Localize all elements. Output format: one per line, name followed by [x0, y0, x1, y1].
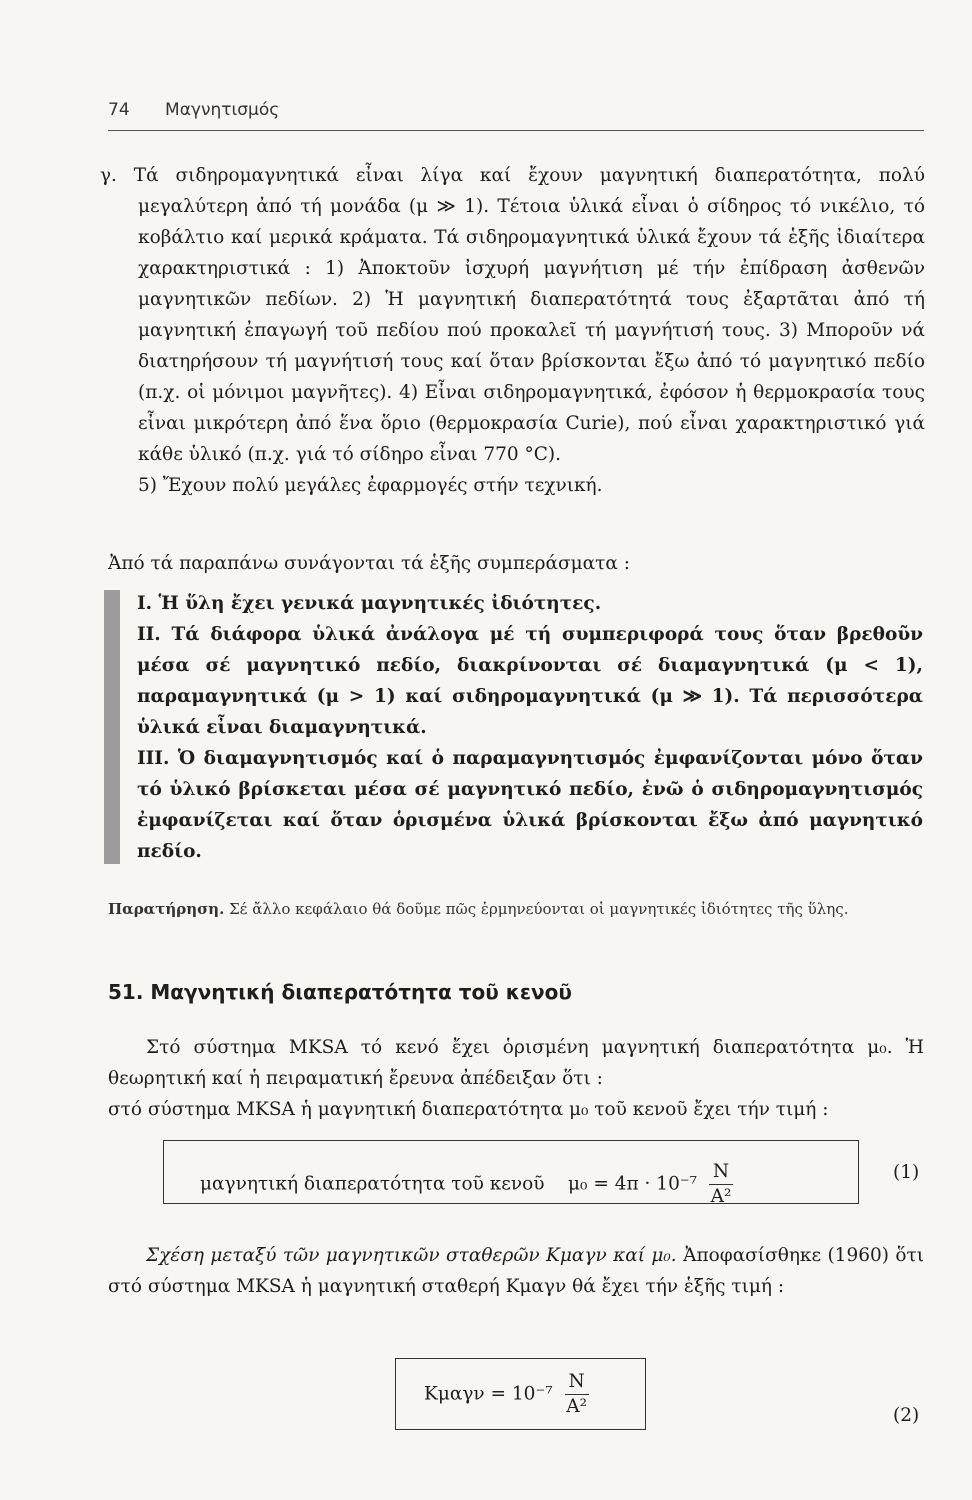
relation-heading: Σχέση μεταξύ τῶν μαγνητικῶν σταθερῶν Kμαγν καί μ₀.	[146, 1245, 677, 1266]
section-g	[100, 160, 925, 501]
highlight-bar	[104, 590, 120, 864]
section-g-marker: γ.	[100, 165, 117, 186]
equation-1-numerator: N	[709, 1160, 733, 1185]
equation-2-fraction	[565, 1370, 589, 1419]
equation-1-tag: (1)	[893, 1162, 920, 1183]
equation-1	[200, 1160, 733, 1209]
page-header	[108, 100, 918, 120]
conclusion-1: I. Ἡ ὕλη ἔχει γενικά μαγνητικές ἰδιότητες.	[137, 593, 602, 614]
section-g-paragraph	[100, 160, 925, 470]
section-51-title: 51. Μαγνητική διαπερατότητα τοῦ κενοῦ	[108, 980, 572, 1004]
equation-2-denominator: A²	[566, 1396, 587, 1417]
equation-1-label: μαγνητική διαπερατότητα τοῦ κενοῦ	[200, 1173, 545, 1195]
conclusion-3: III. Ὁ διαμαγνητισμός καί ὁ παραμαγνητισμός ἐμφανίζονται μόνο ὅταν τό ὑλικό βρίσκεται μέσα σέ μαγνητικό πεδίο, ἐνῶ ὁ σιδηρομαγνητισμός ἐμφανίζεται καί ὅταν ὁρισμένα ὑλικά βρίσκονται ἔξω ἀπό μαγνητικό πεδίο.	[137, 748, 923, 862]
equation-1-lhs: μ₀ = 4π · 10⁻⁷	[568, 1173, 698, 1195]
equation-2-numerator: N	[565, 1370, 589, 1395]
note	[108, 896, 924, 922]
equation-2	[424, 1370, 589, 1419]
relation-text: Ἀποφασίσθηκε (1960) ὅτι στό σύστημα MKSA ἡ μαγνητική σταθερή Kμαγν θά ἔχει τήν ἑξῆς τιμή :	[108, 1245, 924, 1297]
section-51-paragraph-3	[108, 1240, 924, 1302]
equation-2-lhs: Kμαγν = 10⁻⁷	[424, 1383, 553, 1405]
note-text: Σέ ἄλλο κεφάλαιο θά δοῦμε πῶς ἑρμηνεύονται οἱ μαγνητικές ἰδιότητες τῆς ὕλης.	[229, 900, 849, 918]
section-g-item-5: 5) Ἔχουν πολύ μεγάλες ἐφαρμογές στήν τεχνική.	[138, 475, 603, 496]
section-51-paragraph-1: Στό σύστημα MKSA τό κενό ἔχει ὁρισμένη μαγνητική διαπερατότητα μ₀. Ἡ θεωρητική καί ἡ πειραματική ἔρευνα ἀπέδειξαν ὅτι :	[108, 1037, 924, 1089]
equation-1-denominator: A²	[710, 1186, 732, 1207]
section-51-paragraph-2: στό σύστημα MKSA ἡ μαγνητική διαπερατότητα μ₀ τοῦ κενοῦ ἔχει τήν τιμή :	[108, 1099, 829, 1120]
page-number: 74	[108, 100, 130, 120]
section-g-text: Τά σιδηρομαγνητικά εἶναι λίγα καί ἔχουν μαγνητική διαπερατότητα, πολύ μεγαλύτερη ἀπό τή μονάδα (μ ≫ 1). Τέτοια ὑλικά εἶναι ὁ σίδηρος τό νικέλιο, τό κοβάλτιο καί μερικά κράματα. Τά σιδηρομαγνητικά ὑλικά ἔχουν τά ἑξῆς ἰδιαίτερα χαρακτηριστικά : 1) Ἀποκτοῦν ἰσχυρή μαγνήτιση μέ τήν ἐπίδραση ἀσθενῶν μαγνητικῶν πεδίων. 2) Ἡ μαγνητική διαπερατότητά τους ἐξαρτᾶται ἀπό τή μαγνητική ἐπαγωγή τοῦ πεδίου πού προκαλεῖ τή μαγνήτισή τους. 3) Μποροῦν νά διατηρήσουν τή μαγνήτισή τους καί ὅταν βρίσκονται ἔξω ἀπό τό μαγνητικό πεδίο (π.χ. οἱ μόνιμοι μαγνῆτες). 4) Εἶναι σιδηρομαγνητικά, ἐφόσον ἡ θερμοκρασία τους εἶναι μικρότερη ἀπό ἕνα ὅριο (θερμοκρασία Curie), πού εἶναι χαρακτηριστικό γιά κάθε ὑλικό (π.χ. γιά τό σίδηρο εἶναι 770 °C).	[133, 165, 925, 465]
relation-paragraph	[108, 1240, 924, 1302]
conclusion-intro: Ἀπό τά παραπάνω συνάγονται τά ἑξῆς συμπεράσματα :	[108, 553, 630, 574]
conclusions-block	[137, 588, 923, 867]
section-51-body	[108, 1032, 924, 1125]
running-title: Μαγνητισμός	[165, 100, 280, 120]
note-label: Παρατήρηση.	[108, 900, 225, 918]
header-rule	[108, 130, 924, 131]
conclusion-2: II. Τά διάφορα ὑλικά ἀνάλογα μέ τή συμπεριφορά τους ὅταν βρεθοῦν μέσα σέ μαγνητικό πεδίο, διακρίνονται σέ διαμαγνητικά (μ < 1), παραμαγνητικά (μ > 1) καί σιδηρομαγνητικά (μ ≫ 1). Τά περισσότερα ὑλικά εἶναι διαμαγνητικά.	[137, 624, 923, 738]
equation-2-tag: (2)	[893, 1405, 920, 1426]
equation-1-fraction	[709, 1160, 733, 1209]
